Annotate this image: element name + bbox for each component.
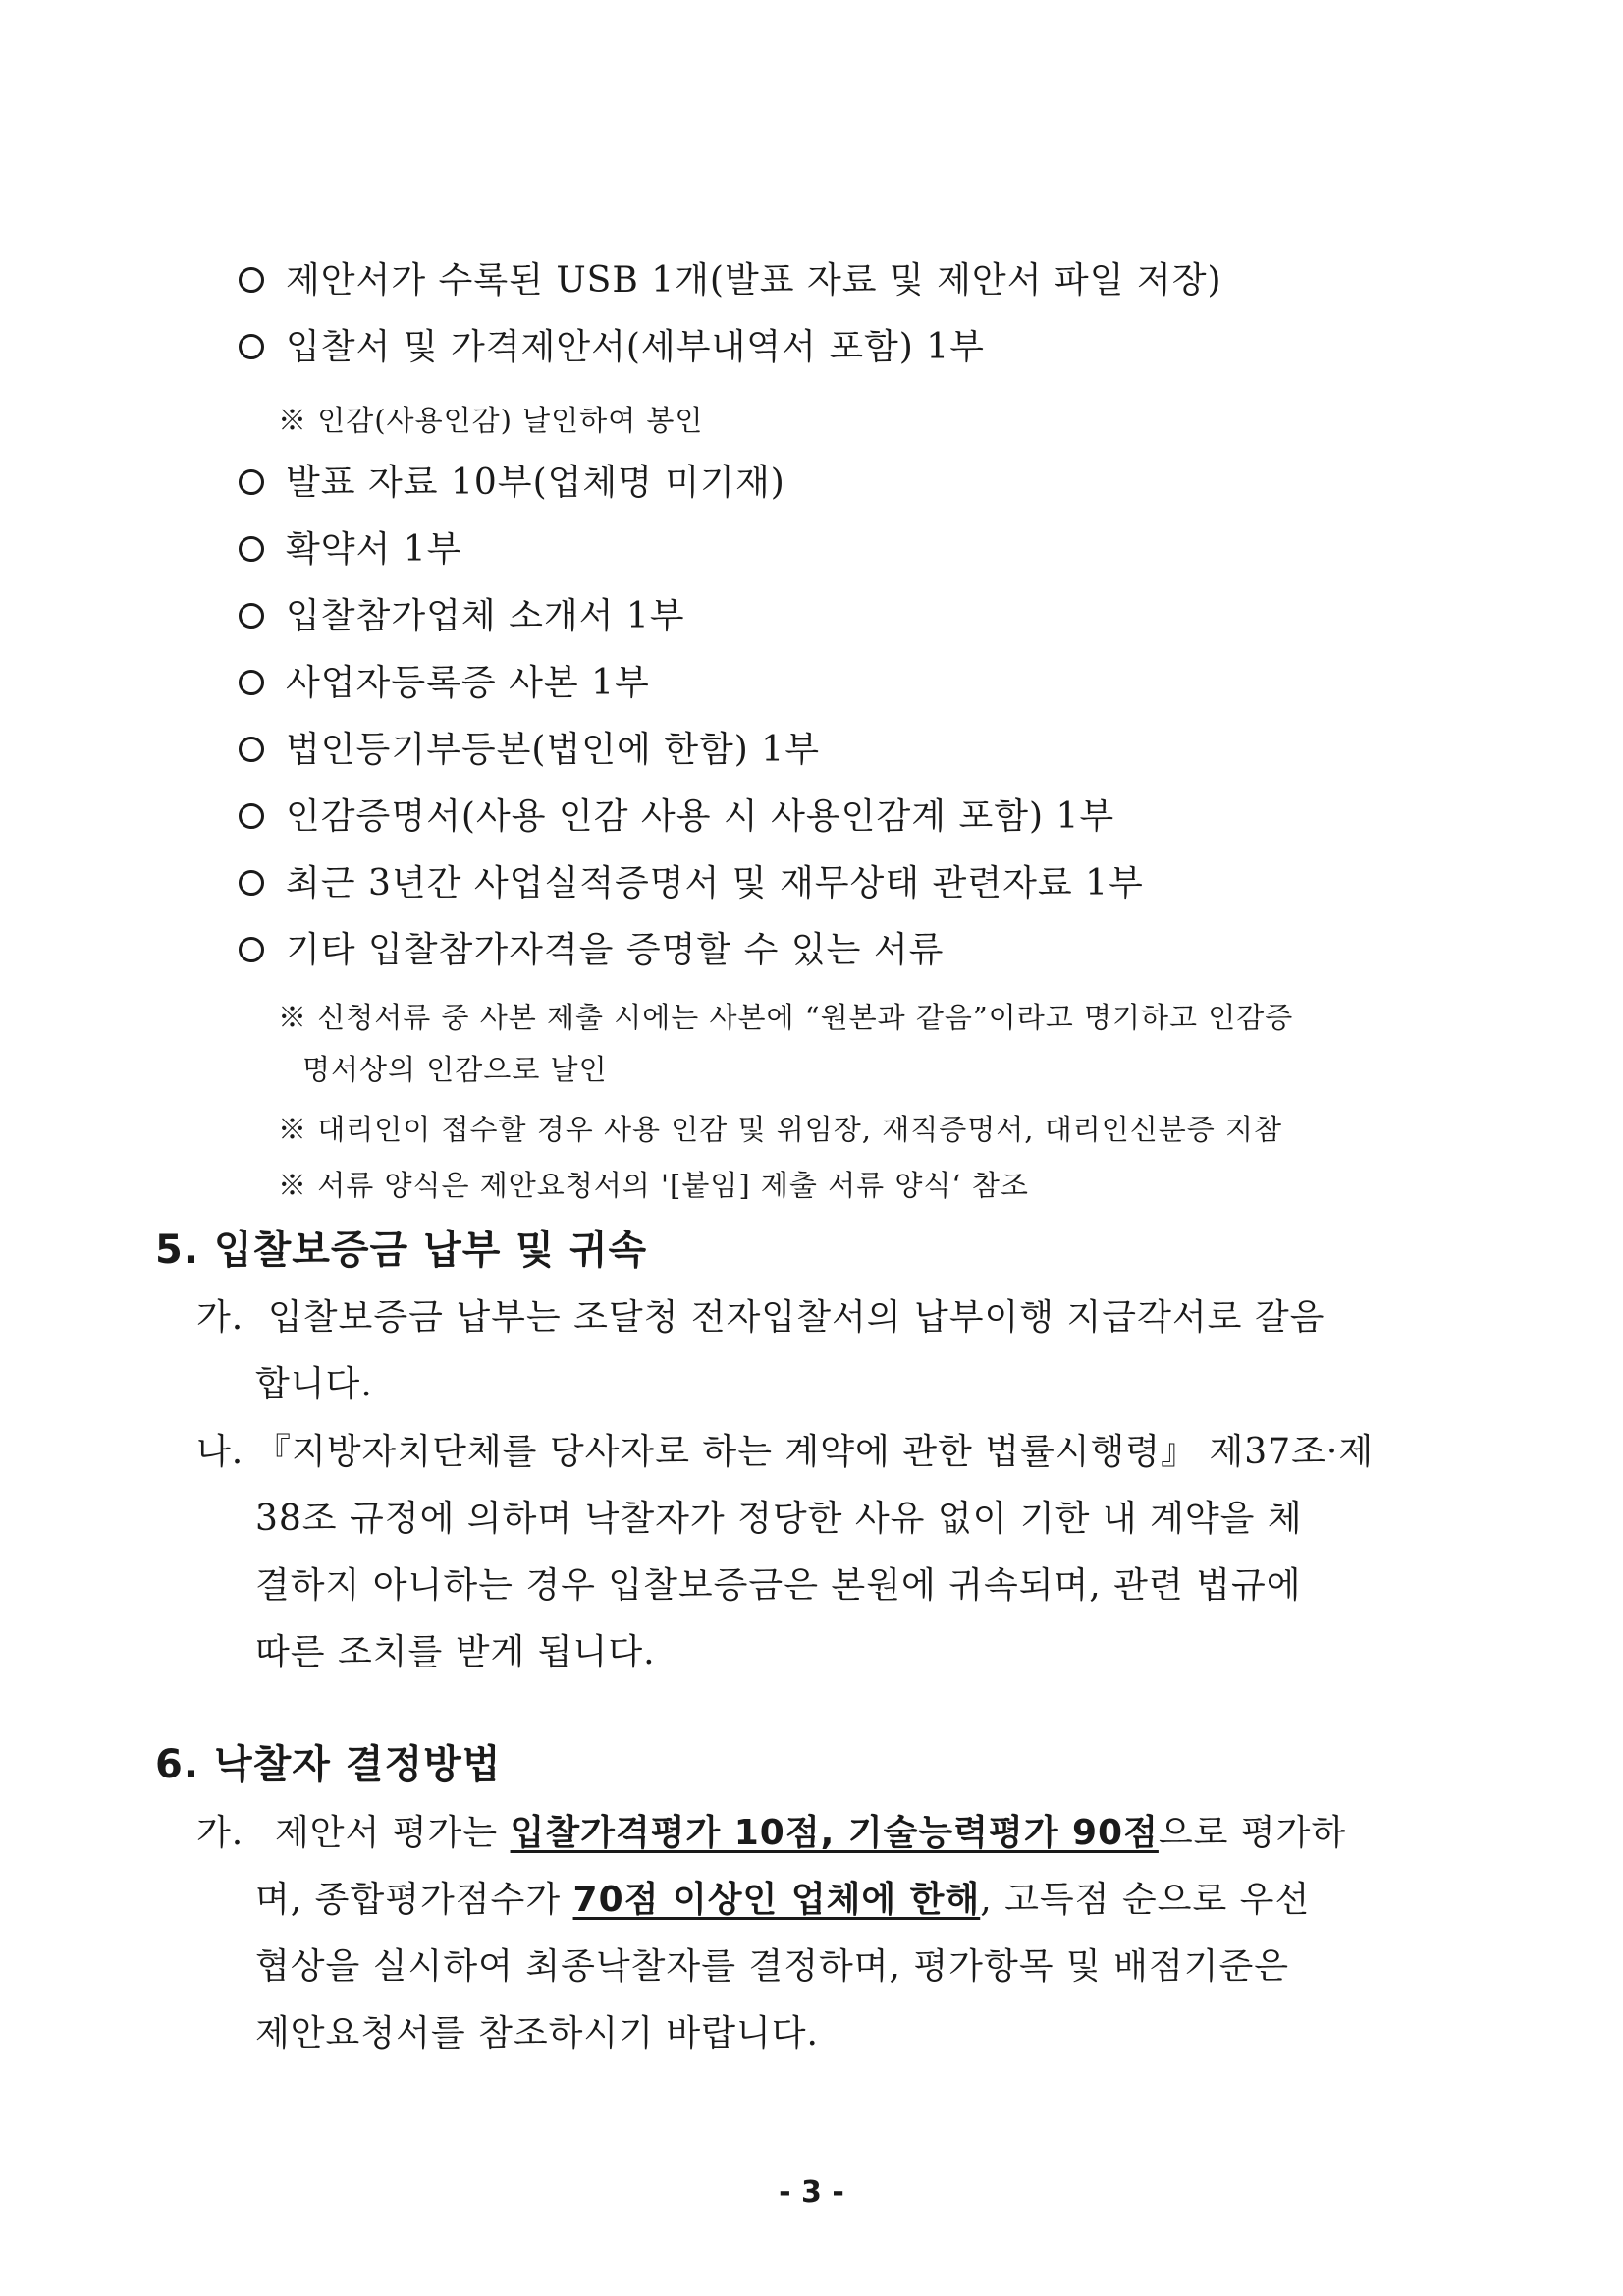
circle-bullet-icon [239, 803, 264, 829]
copy-note-line2: 명서상의 인감으로 날인 [302, 1053, 608, 1086]
list-item: 사업자등록증 사본 1부 [239, 660, 650, 707]
score-split-emphasis: 입찰가격평가 10점, 기술능력평가 90점 [510, 1813, 1159, 1853]
copy-note-line1: ※ 신청서류 중 사본 제출 시에는 사본에 “원본과 같음”이라고 명기하고 인감증 [278, 1001, 1294, 1034]
section-5-ga-line1: 입찰보증금 납부는 조달청 전자입찰서의 납부이행 지급각서로 갈음 [268, 1297, 1325, 1338]
section-5-na-line3: 결하지 아니하는 경우 입찰보증금은 본원에 귀속되며, 관련 법규에 [255, 1565, 1302, 1606]
circle-bullet-icon [239, 937, 264, 962]
page-number: - 3 - [779, 2175, 844, 2210]
section-5-na-line4: 따른 조치를 받게 됩니다. [255, 1632, 656, 1672]
agent-note: ※ 대리인이 접수할 경우 사용 인감 및 위임장, 재직증명서, 대리인신분증 지참 [278, 1113, 1283, 1146]
list-item: 기타 입찰참가자격을 증명할 수 있는 서류 [239, 927, 944, 974]
circle-bullet-icon [239, 737, 264, 762]
section-5-na-line1: 『지방자치단체를 당사자로 하는 계약에 관한 법률시행령』 제37조·제 [255, 1432, 1375, 1472]
section-5-title: 5. 입찰보증금 납부 및 귀속 [155, 1228, 648, 1273]
list-item: 입찰서 및 가격제안서(세부내역서 포함) 1부 [239, 324, 985, 371]
circle-bullet-icon [239, 603, 264, 629]
forms-note: ※ 서류 양식은 제안요청서의 '[붙임] 제출 서류 양식‘ 참조 [278, 1169, 1029, 1202]
section-6-line3: 협상을 실시하여 최종낙찰자를 결정하며, 평가항목 및 배점기준은 [255, 1946, 1290, 1987]
circle-bullet-icon [239, 870, 264, 896]
seal-note: ※ 인감(사용인감) 날인하여 봉인 [278, 404, 704, 437]
section-6-title: 6. 낙찰자 결정방법 [155, 1742, 502, 1787]
list-item: 입찰참가업체 소개서 1부 [239, 593, 685, 640]
section-5-ga-line2: 합니다. [255, 1364, 373, 1404]
section-6-line2: 며, 종합평가점수가 70점 이상인 업체에 한해, 고득점 순으로 우선 [255, 1880, 1311, 1920]
section-6-line1: 제안서 평가는 입찰가격평가 10점, 기술능력평가 90점으로 평가하 [275, 1813, 1347, 1853]
list-item: 법인등기부등본(법인에 한함) 1부 [239, 727, 820, 774]
section-5-na-marker: 나. [196, 1432, 244, 1472]
circle-bullet-icon [239, 536, 264, 562]
list-item: 확약서 1부 [239, 526, 461, 574]
circle-bullet-icon [239, 267, 264, 293]
threshold-emphasis: 70점 이상인 업체에 한해 [572, 1880, 981, 1920]
list-item: 인감증명서(사용 인감 사용 시 사용인감계 포함) 1부 [239, 793, 1114, 841]
section-6-line4: 제안요청서를 참조하시기 바랍니다. [255, 2013, 819, 2053]
list-item: 제안서가 수록된 USB 1개(발표 자료 및 제안서 파일 저장) [239, 257, 1222, 304]
section-5-ga-marker: 가. [196, 1297, 244, 1338]
list-item: 발표 자료 10부(업체명 미기재) [239, 460, 785, 507]
list-item: 최근 3년간 사업실적증명서 및 재무상태 관련자료 1부 [239, 860, 1144, 907]
circle-bullet-icon [239, 469, 264, 495]
circle-bullet-icon [239, 670, 264, 695]
circle-bullet-icon [239, 334, 264, 359]
section-6-ga-marker: 가. [196, 1813, 244, 1853]
section-5-na-line2: 38조 규정에 의하며 낙찰자가 정당한 사유 없이 기한 내 계약을 체 [255, 1499, 1303, 1539]
